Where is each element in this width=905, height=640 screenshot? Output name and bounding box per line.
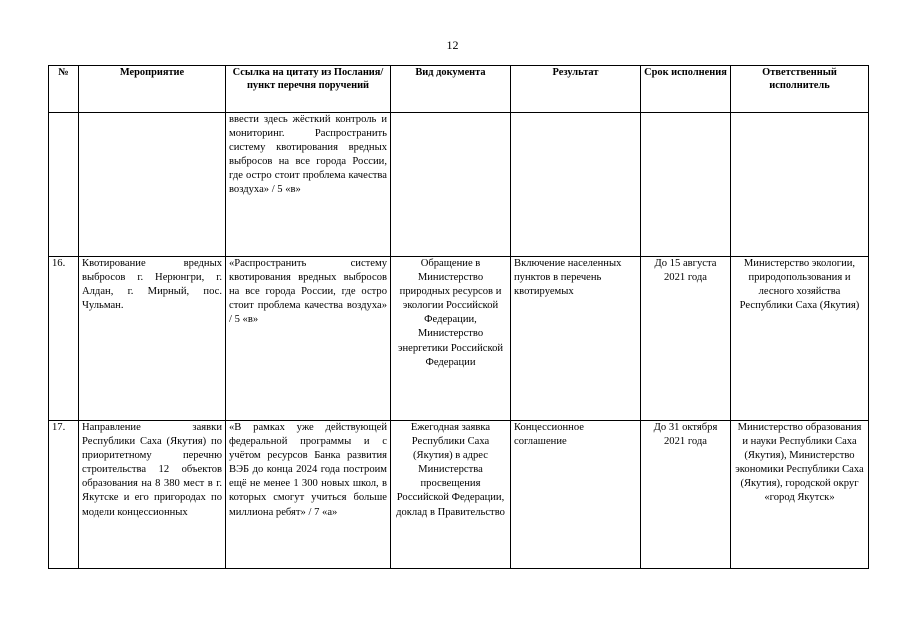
action-plan-table — [48, 65, 869, 569]
cell-event: Направление заявки Республики Саха (Якутия) по приоритетному перечню строительства 12 объектов образования на 8 380 мест в г. Якутске и его пригородах по модели концессионных — [79, 421, 226, 569]
cell-reference: «Распространить систему квотирования вредных выбросов на все города России, где остро стоит проблема качества воздуха» / 5 «в» — [226, 257, 391, 421]
header-doc-type: Вид документа — [391, 66, 511, 113]
header-reference: Ссылка на цитату из Послания/пункт перечня поручений — [226, 66, 391, 113]
header-responsible: Ответственный исполнитель — [731, 66, 869, 113]
cell-num — [49, 113, 79, 257]
cell-num: 16. — [49, 257, 79, 421]
header-num: № — [49, 66, 79, 113]
cell-responsible — [731, 113, 869, 257]
header-event: Мероприятие — [79, 66, 226, 113]
cell-doc-type: Ежегодная заявка Республики Саха (Якутия) в адрес Министерства просвещения Российской Федерации, доклад в Правительство — [391, 421, 511, 569]
table-row-17 — [49, 421, 869, 569]
cell-event: Квотирование вредных выбросов г. Нерюнгри, г. Алдан, г. Мирный, пос. Чульман. — [79, 257, 226, 421]
header-deadline: Срок исполнения — [641, 66, 731, 113]
cell-responsible: Министерство экологии, природопользования и лесного хозяйства Республики Саха (Якутия) — [731, 257, 869, 421]
cell-event — [79, 113, 226, 257]
cell-responsible: Министерство образования и науки Республики Саха (Якутия), Министерство экономики Республики Саха (Якутия), городской округ «город Якутск» — [731, 421, 869, 569]
cell-doc-type — [391, 113, 511, 257]
cell-reference: ввести здесь жёсткий контроль и мониторинг. Распространить систему квотирования вредных выбросов на все города России, где остро стоит проблема качества воздуха» / 5 «в» — [226, 113, 391, 257]
cell-deadline: До 15 августа 2021 года — [641, 257, 731, 421]
cell-reference: «В рамках уже действующей федеральной программы и с учётом ресурсов Банка развития ВЭБ до конца 2024 года построим ещё не менее 1 300 новых школ, в которых смогут учиться больше миллиона ребят» / 7 «а» — [226, 421, 391, 569]
table-row-16 — [49, 257, 869, 421]
cell-doc-type: Обращение в Министерство природных ресурсов и экологии Российской Федерации, Министерство энергетики Российской Федерации — [391, 257, 511, 421]
header-result: Результат — [511, 66, 641, 113]
cell-deadline: До 31 октября 2021 года — [641, 421, 731, 569]
page-number: 12 — [446, 38, 459, 52]
cell-result — [511, 113, 641, 257]
cell-result: Включение населенных пунктов в перечень квотируемых — [511, 257, 641, 421]
cell-deadline — [641, 113, 731, 257]
table-row-continuation — [49, 113, 869, 257]
cell-num: 17. — [49, 421, 79, 569]
cell-result: Концессионное соглашение — [511, 421, 641, 569]
table-header-row — [49, 66, 869, 113]
